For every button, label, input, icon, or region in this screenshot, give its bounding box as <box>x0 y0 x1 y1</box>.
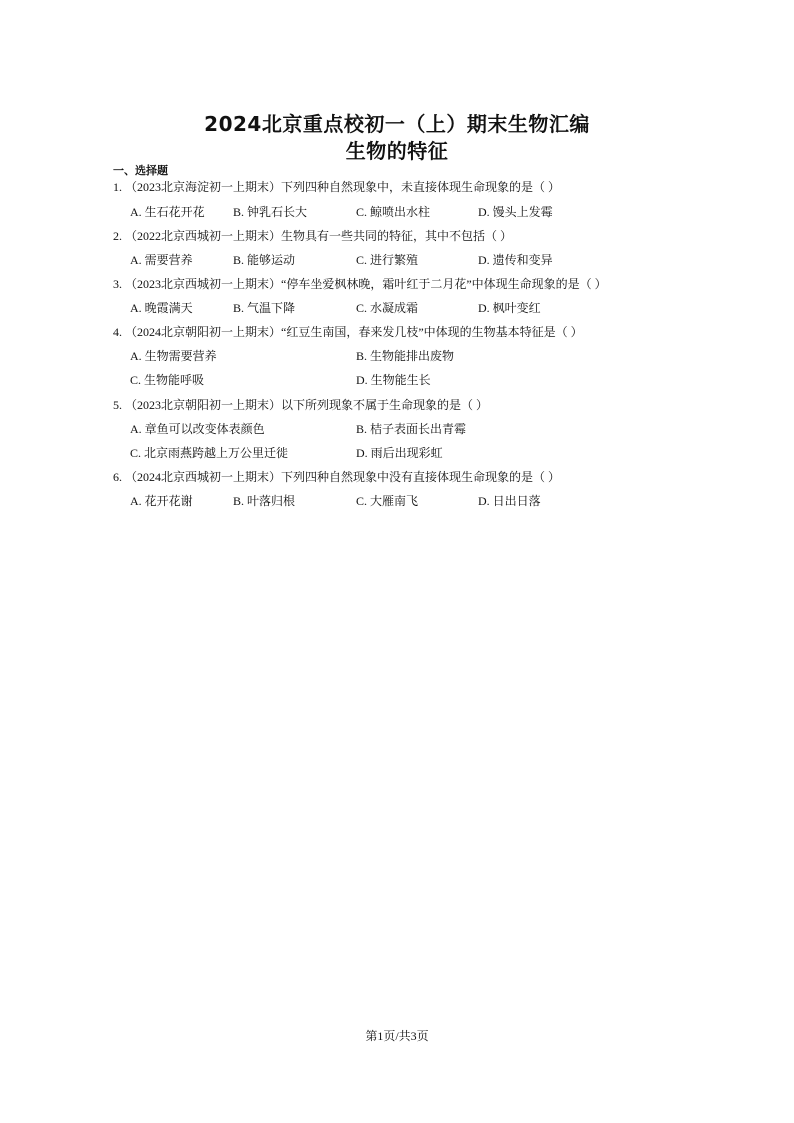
question-2-text: 2. （2022北京西城初一上期末）生物具有一些共同的特征，其中不包括（ ） <box>113 229 513 243</box>
question-6-option-d: D. 日出日落 <box>478 494 541 508</box>
question-4-option-d: D. 生物能生长 <box>356 373 431 387</box>
question-5-text: 5. （2023北京朝阳初一上期末）以下所列现象不属于生命现象的是（ ） <box>113 398 489 412</box>
question-1-option-b: B. 钟乳石长大 <box>233 205 308 219</box>
question-3-option-d: D. 枫叶变红 <box>478 301 541 315</box>
question-3-option-c: C. 水凝成霜 <box>356 301 419 315</box>
page-footer: 第1页/共3页 <box>365 1029 429 1043</box>
question-1-option-c: C. 鲸喷出水柱 <box>356 205 431 219</box>
section-heading: 一、选择题 <box>113 164 168 177</box>
question-2-option-c: C. 进行繁殖 <box>356 253 419 267</box>
question-1-option-a: A. 生石花开花 <box>130 205 205 219</box>
question-4-option-c: C. 生物能呼吸 <box>130 373 205 387</box>
question-4-option-a: A. 生物需要营养 <box>130 349 217 363</box>
question-5-option-a: A. 章鱼可以改变体表颜色 <box>130 422 265 436</box>
question-6-text: 6. （2024北京西城初一上期末）下列四种自然现象中没有直接体现生命现象的是（ ） <box>113 470 561 484</box>
question-1-text: 1. （2023北京海淀初一上期末）下列四种自然现象中，未直接体现生命现象的是（ ） <box>113 180 561 194</box>
question-6-option-a: A. 花开花谢 <box>130 494 193 508</box>
question-3-option-b: B. 气温下降 <box>233 301 296 315</box>
question-2-option-b: B. 能够运动 <box>233 253 296 267</box>
question-4-text: 4. （2024北京朝阳初一上期末）“红豆生南国，春来发几枝”中体现的生物基本特征是（ ） <box>113 325 583 339</box>
question-6-option-b: B. 叶落归根 <box>233 494 296 508</box>
question-3-text: 3. （2023北京西城初一上期末）“停车坐爱枫林晚，霜叶红于二月花”中体现生命现象的是（ ） <box>113 277 607 291</box>
question-4-option-b: B. 生物能排出废物 <box>356 349 455 363</box>
question-3-option-a: A. 晚霞满天 <box>130 301 193 315</box>
question-1-option-d: D. 馒头上发霉 <box>478 205 553 219</box>
question-2-option-a: A. 需要营养 <box>130 253 193 267</box>
question-5-option-b: B. 桔子表面长出青霉 <box>356 422 467 436</box>
question-5-option-c: C. 北京雨燕跨越上万公里迁徙 <box>130 446 289 460</box>
page-subtitle: 生物的特征 <box>345 139 449 163</box>
page-title: 2024北京重点校初一（上）期末生物汇编 <box>204 112 590 136</box>
question-6-option-c: C. 大雁南飞 <box>356 494 419 508</box>
question-2-option-d: D. 遗传和变异 <box>478 253 553 267</box>
question-5-option-d: D. 雨后出现彩虹 <box>356 446 443 460</box>
